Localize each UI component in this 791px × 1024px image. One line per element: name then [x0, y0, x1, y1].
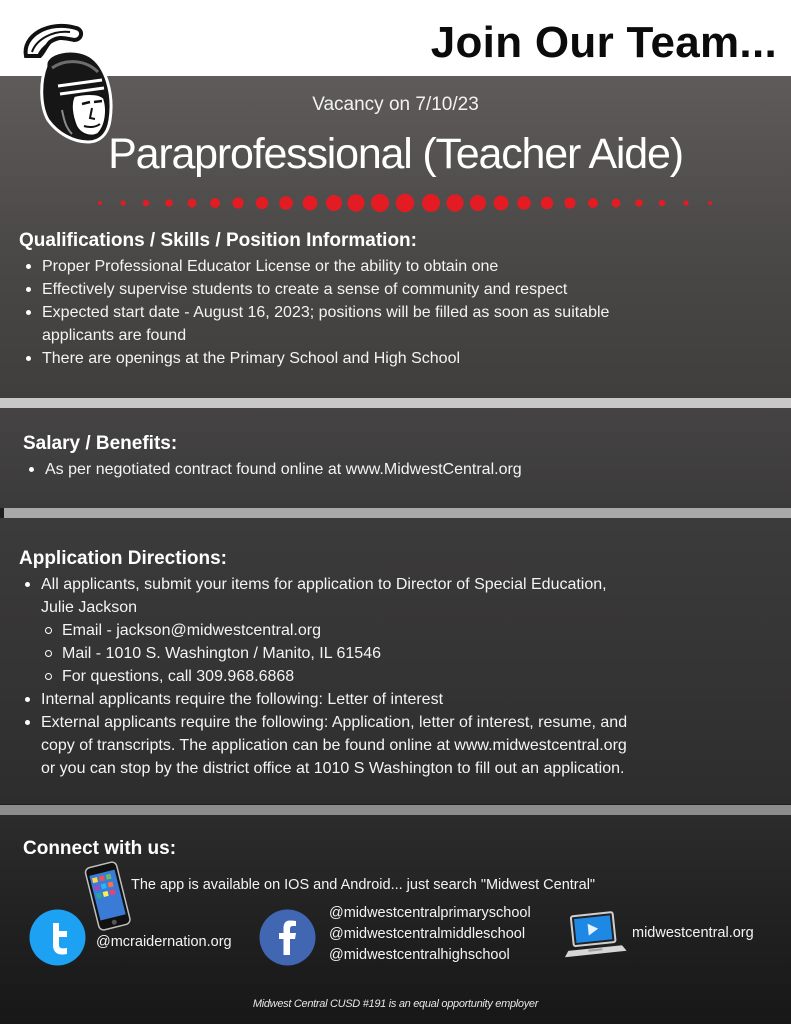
sub-list-item-email: Email - jackson@midwestcentral.org	[20, 619, 700, 642]
list-item: There are openings at the Primary School and High School	[21, 347, 681, 370]
facebook-icon[interactable]	[259, 909, 316, 966]
list-item-continuation: Julie Jackson	[41, 599, 138, 616]
list-item: Proper Professional Educator License or the ability to obtain one	[21, 255, 681, 278]
facebook-handles[interactable]	[329, 903, 531, 966]
facebook-handle-primary[interactable]: @midwestcentralprimaryschool	[329, 905, 531, 921]
qualifications-heading: Qualifications / Skills / Position Information:	[19, 230, 417, 251]
laptop-icon	[563, 910, 627, 964]
list-item-continuation: copy of transcripts. The application can be found online at www.midwestcentral.org	[41, 737, 627, 754]
job-title: Paraprofessional (Teacher Aide)	[108, 130, 683, 178]
list-item: Effectively supervise students to create a sense of community and respect	[21, 278, 681, 301]
list-item: Expected start date - August 16, 2023; positions will be filled as soon as suitable	[21, 301, 681, 324]
page-title: Join Our Team...	[430, 18, 777, 67]
vacancy-date: Vacancy on 7/10/23	[312, 94, 479, 115]
website-link[interactable]: midwestcentral.org	[632, 925, 754, 941]
equal-opportunity-footer: Midwest Central CUSD #191 is an equal opportunity employer	[252, 998, 539, 1010]
list-item: As per negotiated contract found online at www.MidwestCentral.org	[24, 458, 684, 481]
list-item: External applicants require the following: Application, letter of interest, resume, and	[20, 711, 700, 734]
decorative-dot-divider	[92, 190, 722, 216]
section-divider	[0, 398, 791, 408]
app-availability-text: The app is available on IOS and Android... just search "Midwest Central"	[131, 877, 596, 893]
header-bar	[0, 0, 791, 76]
facebook-handle-middle[interactable]: @midwestcentralmiddleschool	[329, 926, 526, 942]
section-divider	[4, 508, 791, 518]
list-item: All applicants, submit your items for application to Director of Special Education,	[20, 573, 700, 596]
list-item-continuation: or you can stop by the district office at 1010 S Washington to fill out an application.	[41, 760, 625, 777]
application-list	[20, 573, 700, 780]
twitter-handle[interactable]: @mcraidernation.org	[96, 934, 232, 950]
sub-list-item-mail: Mail - 1010 S. Washington / Manito, IL 61546	[20, 642, 700, 665]
section-divider	[0, 805, 791, 815]
connect-heading: Connect with us:	[23, 838, 177, 859]
smartphone-icon	[80, 860, 136, 934]
salary-heading: Salary / Benefits:	[23, 433, 178, 454]
list-item: Internal applicants require the following: Letter of interest	[20, 688, 700, 711]
application-heading: Application Directions:	[19, 548, 227, 569]
qualifications-list	[21, 255, 681, 370]
salary-list	[24, 458, 684, 481]
knight-helmet-mascot-icon	[18, 16, 118, 146]
list-item-continuation: applicants are found	[42, 327, 187, 344]
sub-list-item-phone: For questions, call 309.968.6868	[20, 665, 700, 688]
facebook-handle-high[interactable]: @midwestcentralhighschool	[329, 947, 510, 963]
twitter-icon[interactable]	[29, 909, 86, 966]
